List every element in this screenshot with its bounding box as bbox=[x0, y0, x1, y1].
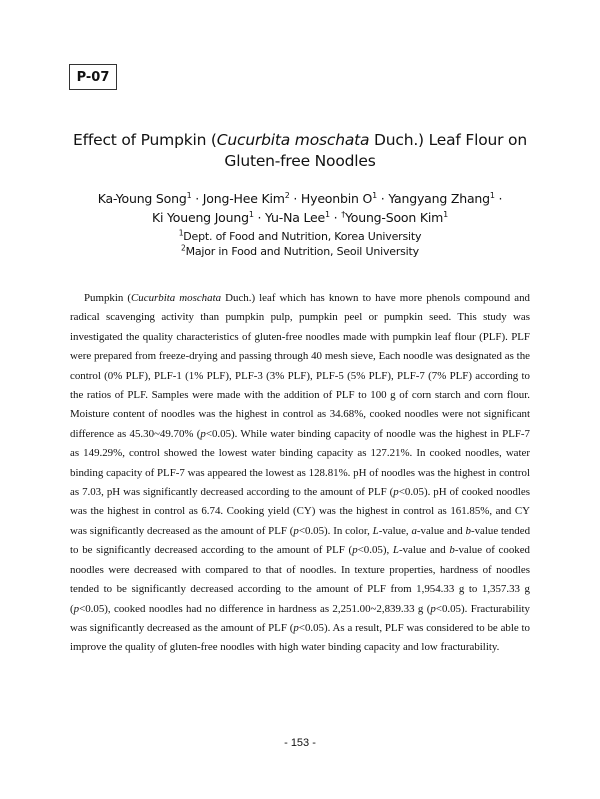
author-separator: · bbox=[191, 191, 203, 206]
author-separator: · bbox=[377, 191, 389, 206]
corresponding-author-mark: † bbox=[341, 209, 346, 219]
author-name: Ki Youeng Joung bbox=[151, 210, 249, 225]
author-affil-mark: 1 bbox=[324, 209, 330, 219]
author-separator: · bbox=[329, 210, 342, 225]
affiliation-text: Dept. of Food and Nutrition, Korea University bbox=[183, 230, 422, 243]
title-line-2: Gluten-free Noodles bbox=[224, 152, 376, 170]
author-separator: · bbox=[289, 191, 301, 206]
abstract-italic: L bbox=[392, 544, 399, 557]
abstract-text: <0.05), cooked noodles had no difference in hardness as 2,251.00~2,839.33 g ( bbox=[79, 602, 431, 615]
author-affil-mark: 1 bbox=[186, 190, 192, 200]
affiliation-mark: 1 bbox=[178, 228, 184, 238]
author-name: Yu-Na Lee bbox=[265, 210, 325, 225]
abstract-italic: b bbox=[465, 524, 471, 537]
abstract-italic: b bbox=[449, 544, 455, 557]
author-separator: · bbox=[494, 191, 503, 206]
paper-title bbox=[40, 130, 560, 172]
author-name: Ka-Young Song bbox=[97, 191, 187, 206]
abstract-text: <0.05). Fracturability was significantly decreased as the amount of PLF ( bbox=[70, 602, 530, 634]
title-part2: Duch.) Leaf Flour on bbox=[369, 131, 527, 149]
author-line-2 bbox=[40, 208, 560, 227]
poster-code-box bbox=[69, 64, 117, 90]
author-name: Yangyang Zhang bbox=[388, 191, 490, 206]
author-list bbox=[40, 189, 560, 227]
poster-code: P-07 bbox=[76, 69, 110, 85]
abstract-text: -value tended to be significantly decreased according to the amount of PLF ( bbox=[70, 524, 531, 557]
page-number: - 153 - bbox=[284, 737, 316, 749]
abstract-text: <0.05). As a result, PLF was considered to be able to improve the quality of gluten-free noodles with high water binding capacity and low fracturability. bbox=[70, 621, 530, 654]
affiliation-list bbox=[40, 229, 560, 259]
abstract-text: <0.05), bbox=[357, 544, 393, 557]
abstract-italic: p bbox=[73, 602, 80, 615]
abstract-text: -value and bbox=[398, 544, 450, 557]
author-affil-mark: 2 bbox=[284, 190, 290, 200]
abstract-italic: a bbox=[411, 524, 417, 537]
author-affil-mark: 1 bbox=[443, 209, 448, 219]
title-line-1 bbox=[40, 130, 560, 151]
affiliation-mark: 2 bbox=[181, 243, 186, 253]
title-species: Cucurbita moschata bbox=[216, 131, 370, 149]
abstract-italic: p bbox=[200, 427, 206, 440]
author-name: Young-Soon Kim bbox=[345, 210, 444, 225]
abstract-italic: p bbox=[430, 602, 436, 615]
author-affil-mark: 1 bbox=[489, 190, 495, 200]
author-line-1 bbox=[40, 189, 560, 208]
abstract-italic: p bbox=[352, 544, 358, 557]
abstract-text: Pumpkin ( bbox=[84, 292, 132, 304]
abstract-italic: Cucurbita moschata bbox=[131, 292, 222, 304]
abstract-italic: p bbox=[393, 486, 399, 499]
author-affil-mark: 1 bbox=[248, 209, 254, 219]
title-part1: Effect of Pumpkin ( bbox=[73, 131, 217, 149]
abstract-text: -value, bbox=[378, 524, 412, 537]
abstract-italic: p bbox=[293, 524, 299, 537]
abstract-italic: L bbox=[372, 524, 379, 537]
affiliation-2 bbox=[40, 244, 560, 259]
affiliation-1 bbox=[40, 229, 560, 244]
author-name: Jong-Hee Kim bbox=[202, 191, 285, 206]
affiliation-text: Major in Food and Nutrition, Seoil University bbox=[185, 245, 419, 258]
author-affil-mark: 1 bbox=[372, 190, 378, 200]
abstract-text: <0.05). While water binding capacity of noodle was the highest in PLF-7 as 149.29%, control showed the lowest water binding capacity as 127.21%. In cooked noodles, water binding capacity of PLF-7 was appeared the lowest as 128.81%. pH of noodles was the highest in control as 7.03, pH was significantly decreased according to the amount of PLF ( bbox=[70, 427, 530, 499]
abstract-text: -value and bbox=[416, 524, 466, 537]
author-name: Hyeonbin O bbox=[300, 191, 373, 206]
abstract-text: Duch.) leaf which has known to have more phenols compound and radical scavenging activity than pumpkin pulp, pumpkin peel or pumpkin seed. This study was investigated the quality characteristics of gluten-free noodles made with pumpkin leaf flour (PLF). PLF were prepared from freeze-drying and passing through 40 mesh sieve, Each noodle was designated as the control (0% PLF), PLF-1 (1% PLF), PLF-3 (3% PLF), PLF-5 (5% PLF), PLF-7 (7% PLF) according to the ratios of PLF. Samples were made with the addition of PLF to 100 g of corn starch and corn flour. Moisture content of noodles was the highest in control as 34.68%, cooked noodles were not significant difference as 45.30~49.70% ( bbox=[70, 292, 530, 440]
abstract-italic: p bbox=[293, 621, 299, 634]
author-separator: · bbox=[253, 210, 266, 225]
abstract-text: <0.05). In color, bbox=[298, 524, 373, 537]
abstract-text: -value of cooked noodles were decreased with compared to that of noodles. In texture properties, hardness of noodles tended to be significantly decreased according to the amount of PLF from 1,954.33 g to 1,357.33 g ( bbox=[70, 544, 531, 615]
abstract-body bbox=[70, 289, 530, 658]
abstract-text: <0.05). pH of cooked noodles was the highest in control as 6.74. Cooking yield (CY) was the highest in control as 161.85%, and CY was significantly decreased as the amount of PLF ( bbox=[70, 486, 531, 537]
